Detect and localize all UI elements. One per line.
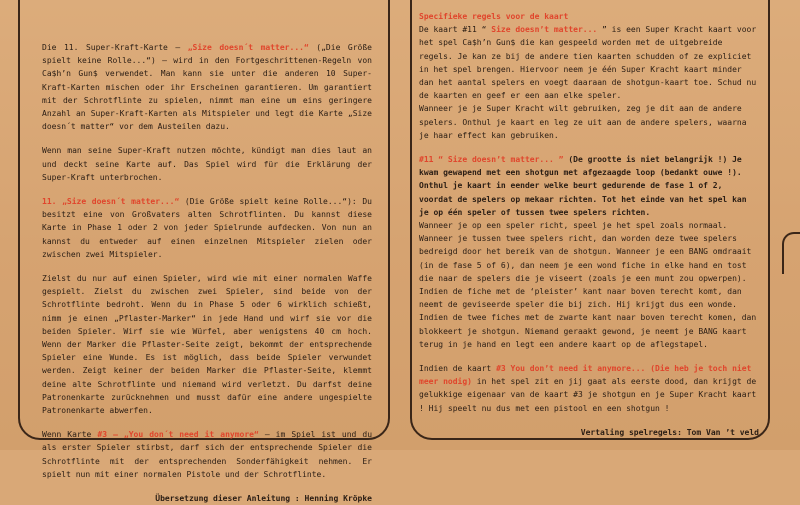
german-shooting-paragraph: Zielst du nur auf einen Spieler, wird wie mit einer normalen Waffe gespielt. Zielst du zwischen zwei Spieler, sind beide von der Schrotflinte bedroht. Wenn du in Phase 5 oder 6 wirklich schießt, nimm je einen „Pflaster-Marker“ in jede Hand und wirf sie vor die beiden Spieler. Wirf sie wie Würfel, aber wenigstens 40 cm hoch. Wenn der Marker die Pflaster-Seite zeigt, bekommt der entsprechende Spieler eine Wunde. Es ist möglich, dass beide Spieler verwundet werden. Zeigt keiner der beiden Marker die Pflaster-Seite, klemmt deine alte Schrotflinte und niemand wird verletzt. Du darfst deine Patronenkarte zurücknehmen und musst dafür eine andere ungespielte Patronenkarte abwerfen. <box>42 274 372 416</box>
german-rules-card <box>18 0 390 504</box>
power-name-highlight: 11. „Size doesn´t matter...“ <box>42 197 180 207</box>
dutch-card3-paragraph: Indien de kaart #3 You don’t need it anymore... (Die heb je toch niet meer nodig) in het spel zit en jij gaat als eerste dood, dan krijgt de gelukkige eigenaar van de kaart #3 je shotgun en je Super Kracht kaart ! Hij speelt nu dus met een pistool en een shotgun ! <box>419 364 757 413</box>
german-intro-paragraph: Die 11. Super-Kraft-Karte – „Size doesn´t matter...“ („Die Größe spielt keine Rolle...“) – wird in den Fortgeschrittenen-Regeln von Ca$h’n Gun$ verwendet. Man kann sie unter die anderen 10 Super-Kraft-Karten mischen oder ihr Erscheinen garantieren. Um garantiert mit der Schrotflinte zu spielen, nimmt man eine um eins geringere Anzahl an Super-Kraft-Karten als Mitspieler und legt die Karte „Size doesn´t matter“ vor dem Austeilen dazu. <box>42 43 372 132</box>
adjacent-card-edge <box>782 232 800 274</box>
dutch-card-name-highlight: Size doesn’t matter... <box>486 25 598 35</box>
dutch-intro-paragraph: Specifieke regels voor de kaart De kaart #11 “ Size doesn’t matter... ” is een Super Kracht kaart voor het spel Ca$h’n Gun$ die kan gespeeld worden met de uitgebreide regels. Je kan ze bij de andere tien kaarten schudden of ze expliciet in het spel brengen. Hiervoor neem je één Super Kracht kaart minder dan het aantal spelers en voegt daaraan de shotgun-kaart toe. Schud nu de kaarten en geef er een aan elke speler. Wanneer je je Super Kracht wilt gebruiken, zeg je dit aan de andere spelers. Onthul je kaart en leg ze uit aan de andere spelers, waarna je haar effect kan gebruiken. <box>419 12 757 140</box>
german-power-paragraph: 11. „Size doesn´t matter...“ (Die Größe spielt keine Rolle...“): Du besitzt eine von Großvaters alten Schrotflinten. Du kannst diese Karte in Phase 1 oder 2 von jeder Spielrunde aufdecken. Von nun an kannst du entweder auf einen einzelnen Mitspieler zielen oder zwischen zwei Mitspieler. <box>42 197 373 259</box>
dutch-power-paragraph: #11 “ Size doesn’t matter... ” (De grootte is niet belangrijk !) Je kwam gewapend met een shotgun met afgezaagde loop (bedankt ouwe !). Onthul je kaart in eender welke beurt gedurende de fase 1 of 2, voordat de spelers op mekaar richten. Tot het einde van het spel kan je op één speler of tussen twee spelers richten. Wanneer je op een speler richt, speel je het spel zoals normaal. Wanneer je tussen twee spelers richt, dan worden deze twee spelers bedreigd door het bereik van de shotgun. Wanneer je een BANG omdraait (in de fase 5 of 6), dan neem je een wond fiche in elke hand en tost die naar de spelers die je viseert (zoals je een munt zou opwerpen). Indien de fiche met de ‘pleister’ kant naar boven terecht komt, dan neemt de geviseerde speler die bij zich. Hij krijgt dus een wonde. Indien de twee fiches met de zwarte kant naar boven terecht komen, dan blokkeert je shotgun. Niemand geraakt gewond, je neemt je BANG kaart terug in je hand en legt een andere kaart op de aflegstapel. <box>419 155 757 349</box>
german-rules-text <box>42 41 372 505</box>
dutch-rules-card <box>410 0 770 440</box>
german-translator-credit: Übersetzung dieser Anleitung : Henning Kröpke <box>155 494 372 504</box>
card-name-highlight: „Size doesn´t matter...“ <box>187 43 309 52</box>
dutch-translator-credit: Vertaling spelregels: Tom Van ’t veld <box>580 427 759 437</box>
german-usage-paragraph: Wenn man seine Super-Kraft nutzen möchte, kündigt man dies laut an und deckt seine Karte auf. Das Spiel wird für die Erklärung der Super-Kraft unterbrochen. <box>42 146 372 182</box>
german-card3-paragraph: Wenn Karte #3 – „You don´t need it anymore“ – im Spiel ist und du als erster Spieler stirbst, darf sich der entsprechende Spieler die Schrotflinte mit der entsprechenden Sonderfähigkeit nehmen. Er spielt nun mit einer normalen Pistole und der Schrotflinte. <box>42 430 373 479</box>
dutch-power-highlight: #11 “ Size doesn’t matter... ” <box>419 155 564 165</box>
dutch-heading: Specifieke regels voor de kaart <box>419 12 569 21</box>
dutch-rules-text <box>419 10 759 439</box>
card3-highlight: #3 – „You don´t need it anymore“ <box>97 430 259 440</box>
dutch-card3-highlight: #3 You don’t need it anymore... (Die heb je toch niet meer nodig) <box>419 364 752 387</box>
